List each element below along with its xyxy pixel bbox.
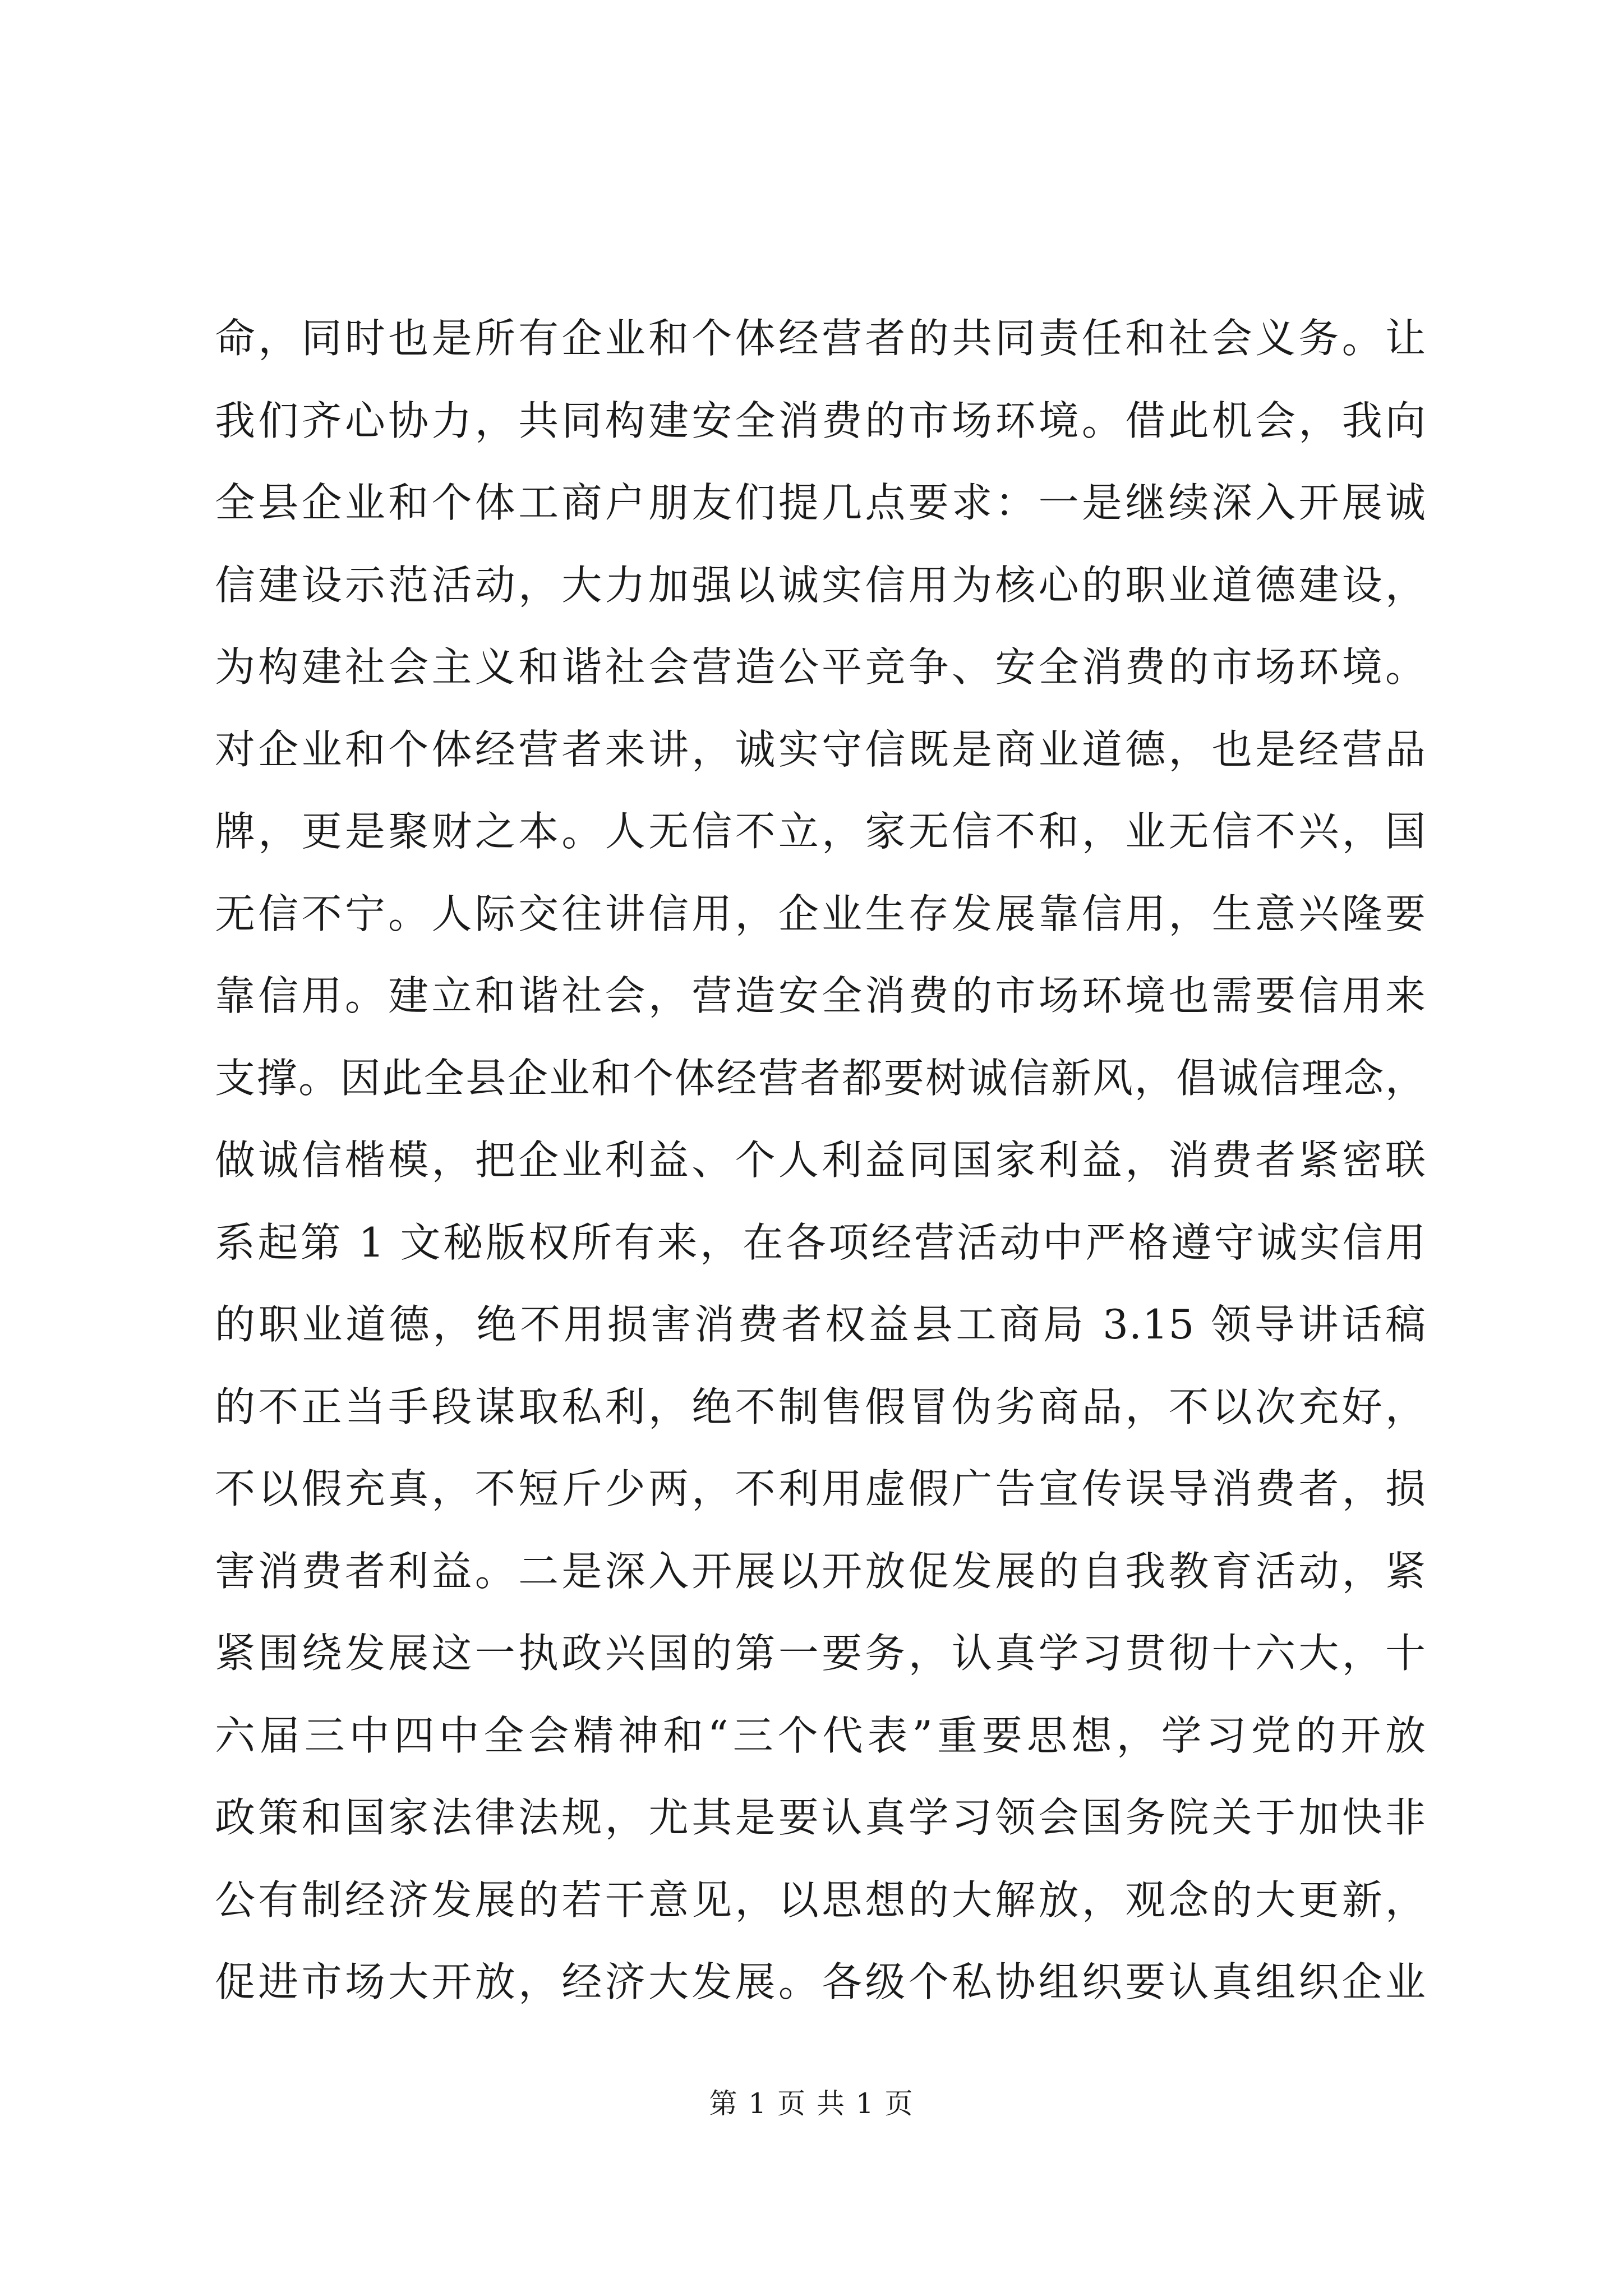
text-line: 命，同时也是所有企业和个体经营者的共同责任和社会义务。让 <box>215 315 1426 362</box>
text-line: 对企业和个体经营者来讲，诚实守信既是商业道德，也是经营品 <box>215 725 1426 773</box>
text-line: 害消费者利益。二是深入开展以开放促发展的自我教育活动，紧 <box>215 1547 1426 1595</box>
text-line: 六届三中四中全会精神和“三个代表”重要思想，学习党的开放 <box>215 1711 1426 1759</box>
text-line: 的不正当手段谋取私利，绝不制售假冒伪劣商品，不以次充好， <box>215 1383 1426 1430</box>
body-paragraph <box>215 297 1426 2023</box>
page-footer: 第 1 页 共 1 页 <box>709 2087 914 2120</box>
text-line: 为构建社会主义和谐社会营造公平竞争、安全消费的市场环境。 <box>215 643 1426 691</box>
text-line: 政策和国家法律法规，尤其是要认真学习领会国务院关于加快非 <box>215 1794 1426 1841</box>
text-line: 促进市场大开放，经济大发展。各级个私协组织要认真组织企业 <box>215 1958 1426 2005</box>
text-line: 无信不宁。人际交往讲信用，企业生存发展靠信用，生意兴隆要 <box>215 890 1426 937</box>
text-line: 不以假充真，不短斤少两，不利用虚假广告宣传误导消费者，损 <box>215 1465 1426 1512</box>
text-line: 牌，更是聚财之本。人无信不立，家无信不和，业无信不兴，国 <box>215 808 1426 855</box>
text-line: 支撑。因此全县企业和个体经营者都要树诚信新风，倡诚信理念， <box>215 1054 1426 1102</box>
text-line: 紧围绕发展这一执政兴国的第一要务，认真学习贯彻十六大，十 <box>215 1630 1426 1677</box>
text-line: 做诚信楷模，把企业利益、个人利益同国家利益，消费者紧密联 <box>215 1137 1426 1184</box>
text-line: 系起第 1 文秘版权所有来，在各项经营活动中严格遵守诚实信用 <box>215 1218 1426 1266</box>
text-line: 靠信用。建立和谐社会，营造安全消费的市场环境也需要信用来 <box>215 972 1426 1019</box>
text-line: 的职业道德，绝不用损害消费者权益县工商局 3.15 领导讲话稿 <box>215 1301 1426 1348</box>
text-line: 公有制经济发展的若干意见，以思想的大解放，观念的大更新， <box>215 1876 1426 1924</box>
text-line: 信建设示范活动，大力加强以诚实信用为核心的职业道德建设， <box>215 561 1426 609</box>
text-line: 全县企业和个体工商户朋友们提几点要求：一是继续深入开展诚 <box>215 479 1426 526</box>
text-line: 我们齐心协力，共同构建安全消费的市场环境。借此机会，我向 <box>215 397 1426 444</box>
